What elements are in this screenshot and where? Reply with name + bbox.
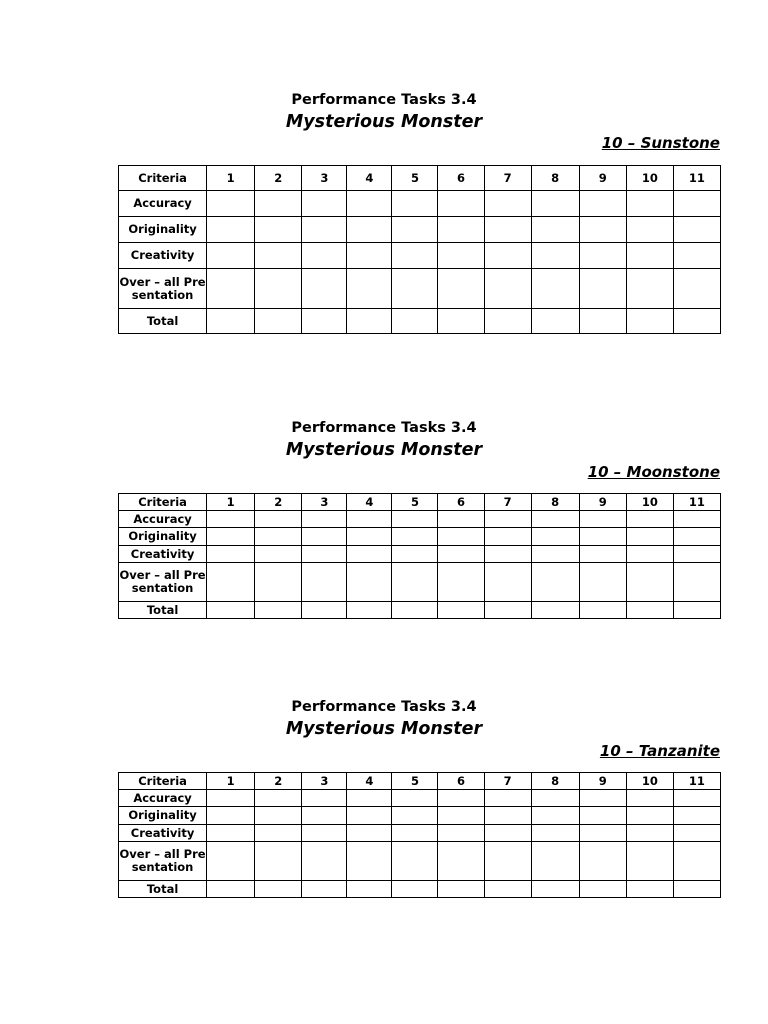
table-header-row	[119, 494, 721, 511]
score-cell[interactable]	[392, 546, 438, 563]
judge-column-header: 4	[347, 494, 392, 511]
score-cell[interactable]	[579, 309, 626, 334]
score-cell[interactable]	[673, 825, 720, 842]
criteria-label: Originality	[119, 528, 207, 546]
score-cell[interactable]	[207, 825, 255, 842]
judge-column-header: 9	[579, 494, 626, 511]
score-cell[interactable]	[255, 191, 302, 217]
judge-column-header: 7	[484, 494, 531, 511]
criteria-header: Criteria	[119, 773, 207, 790]
criteria-label: Accuracy	[119, 511, 207, 528]
score-cell[interactable]	[347, 511, 392, 528]
score-cell[interactable]	[438, 511, 484, 528]
score-cell[interactable]	[484, 528, 531, 546]
score-cell[interactable]	[438, 217, 484, 243]
score-cell[interactable]	[484, 602, 531, 619]
table-row	[119, 269, 721, 309]
score-cell[interactable]	[207, 602, 255, 619]
judge-column-header: 6	[438, 773, 484, 790]
form-subtitle: Mysterious Monster	[285, 440, 483, 460]
score-cell[interactable]	[484, 191, 531, 217]
score-cell[interactable]	[255, 790, 302, 807]
judge-column-header: 3	[302, 166, 347, 191]
criteria-label: Originality	[119, 807, 207, 825]
judge-column-header: 4	[347, 166, 392, 191]
score-cell[interactable]	[302, 842, 347, 881]
score-cell[interactable]	[207, 563, 255, 602]
score-cell[interactable]	[207, 842, 255, 881]
score-cell[interactable]	[207, 243, 255, 269]
form-subtitle: Mysterious Monster	[285, 719, 483, 739]
score-cell[interactable]	[626, 243, 673, 269]
criteria-label: Originality	[119, 217, 207, 243]
score-cell[interactable]	[392, 528, 438, 546]
score-cell[interactable]	[626, 881, 673, 898]
criteria-label: Creativity	[119, 825, 207, 842]
score-cell[interactable]	[302, 807, 347, 825]
table-row	[119, 790, 721, 807]
score-cell[interactable]	[302, 563, 347, 602]
score-cell[interactable]	[207, 217, 255, 243]
score-cell[interactable]	[392, 309, 438, 334]
score-cell[interactable]	[484, 807, 531, 825]
judge-column-header: 10	[626, 494, 673, 511]
score-cell[interactable]	[438, 807, 484, 825]
score-cell[interactable]	[438, 602, 484, 619]
criteria-header: Criteria	[119, 494, 207, 511]
score-cell[interactable]	[531, 511, 579, 528]
criteria-label: Total	[119, 309, 207, 334]
score-cell[interactable]	[302, 217, 347, 243]
score-cell[interactable]	[347, 217, 392, 243]
table-row	[119, 881, 721, 898]
score-cell[interactable]	[207, 790, 255, 807]
class-section-label: 10 – Tanzanite	[599, 742, 720, 760]
table-row	[119, 825, 721, 842]
judge-column-header: 10	[626, 773, 673, 790]
score-cell[interactable]	[626, 191, 673, 217]
form-title: Performance Tasks 3.4	[291, 699, 477, 715]
judge-column-header: 1	[207, 773, 255, 790]
score-cell[interactable]	[673, 563, 720, 602]
score-cell[interactable]	[626, 546, 673, 563]
score-cell[interactable]	[484, 243, 531, 269]
judge-column-header: 7	[484, 773, 531, 790]
score-cell[interactable]	[626, 790, 673, 807]
score-cell[interactable]	[207, 807, 255, 825]
table-row	[119, 842, 721, 881]
score-cell[interactable]	[347, 563, 392, 602]
score-cell[interactable]	[255, 602, 302, 619]
score-cell[interactable]	[673, 191, 720, 217]
score-cell[interactable]	[531, 842, 579, 881]
score-cell[interactable]	[673, 807, 720, 825]
score-cell[interactable]	[255, 511, 302, 528]
score-cell[interactable]	[579, 842, 626, 881]
score-cell[interactable]	[207, 546, 255, 563]
judge-column-header: 8	[531, 773, 579, 790]
scoring-table	[118, 165, 721, 334]
score-cell[interactable]	[531, 243, 579, 269]
score-cell[interactable]	[302, 825, 347, 842]
score-cell[interactable]	[438, 528, 484, 546]
score-cell[interactable]	[392, 825, 438, 842]
score-cell[interactable]	[579, 243, 626, 269]
score-cell[interactable]	[438, 842, 484, 881]
score-cell[interactable]	[626, 842, 673, 881]
judge-column-header: 3	[302, 773, 347, 790]
score-cell[interactable]	[255, 842, 302, 881]
score-cell[interactable]	[438, 191, 484, 217]
score-cell[interactable]	[207, 528, 255, 546]
score-cell[interactable]	[673, 243, 720, 269]
criteria-label: Over – all Presentation	[119, 269, 207, 309]
score-cell[interactable]	[531, 881, 579, 898]
score-cell[interactable]	[531, 602, 579, 619]
score-cell[interactable]	[302, 528, 347, 546]
score-cell[interactable]	[255, 217, 302, 243]
score-cell[interactable]	[347, 191, 392, 217]
score-cell[interactable]	[673, 790, 720, 807]
score-cell[interactable]	[438, 243, 484, 269]
table-row	[119, 309, 721, 334]
score-cell[interactable]	[484, 309, 531, 334]
score-cell[interactable]	[673, 602, 720, 619]
score-cell[interactable]	[579, 807, 626, 825]
score-cell[interactable]	[531, 217, 579, 243]
score-cell[interactable]	[438, 881, 484, 898]
score-cell[interactable]	[392, 191, 438, 217]
score-cell[interactable]	[392, 790, 438, 807]
score-cell[interactable]	[673, 528, 720, 546]
judge-column-header: 4	[347, 773, 392, 790]
score-cell[interactable]	[347, 807, 392, 825]
scoring-table	[118, 493, 721, 619]
score-cell[interactable]	[392, 807, 438, 825]
score-cell[interactable]	[673, 511, 720, 528]
table-row	[119, 563, 721, 602]
score-cell[interactable]	[484, 825, 531, 842]
score-cell[interactable]	[347, 528, 392, 546]
criteria-header: Criteria	[119, 166, 207, 191]
score-cell[interactable]	[579, 825, 626, 842]
form-title: Performance Tasks 3.4	[291, 420, 477, 436]
score-cell[interactable]	[484, 563, 531, 602]
score-cell[interactable]	[484, 269, 531, 309]
form-subtitle: Mysterious Monster	[285, 112, 483, 132]
score-cell[interactable]	[626, 602, 673, 619]
score-cell[interactable]	[579, 602, 626, 619]
table-row	[119, 807, 721, 825]
score-cell[interactable]	[302, 309, 347, 334]
class-section-label: 10 – Moonstone	[587, 463, 720, 481]
score-cell[interactable]	[438, 825, 484, 842]
score-cell[interactable]	[579, 790, 626, 807]
score-cell[interactable]	[207, 269, 255, 309]
score-cell[interactable]	[531, 807, 579, 825]
score-cell[interactable]	[484, 511, 531, 528]
form-title: Performance Tasks 3.4	[291, 92, 477, 108]
score-cell[interactable]	[438, 790, 484, 807]
score-cell[interactable]	[207, 511, 255, 528]
score-cell[interactable]	[347, 546, 392, 563]
score-cell[interactable]	[626, 217, 673, 243]
judge-column-header: 5	[392, 494, 438, 511]
score-cell[interactable]	[579, 563, 626, 602]
class-section-label: 10 – Sunstone	[601, 134, 720, 152]
score-cell[interactable]	[255, 807, 302, 825]
judge-column-header: 2	[255, 494, 302, 511]
score-cell[interactable]	[392, 217, 438, 243]
score-cell[interactable]	[347, 842, 392, 881]
table-header-row	[119, 773, 721, 790]
score-cell[interactable]	[347, 269, 392, 309]
criteria-label: Total	[119, 602, 207, 619]
score-cell[interactable]	[531, 546, 579, 563]
score-cell[interactable]	[347, 790, 392, 807]
score-cell[interactable]	[302, 881, 347, 898]
criteria-label: Over – all Presentation	[119, 563, 207, 602]
score-cell[interactable]	[392, 269, 438, 309]
score-cell[interactable]	[207, 191, 255, 217]
score-cell[interactable]	[302, 269, 347, 309]
judge-column-header: 3	[302, 494, 347, 511]
criteria-label: Over – all Presentation	[119, 842, 207, 881]
score-cell[interactable]	[626, 309, 673, 334]
score-cell[interactable]	[302, 602, 347, 619]
score-cell[interactable]	[531, 825, 579, 842]
judge-column-header: 1	[207, 166, 255, 191]
score-cell[interactable]	[531, 563, 579, 602]
score-cell[interactable]	[302, 191, 347, 217]
score-cell[interactable]	[484, 217, 531, 243]
score-cell[interactable]	[302, 511, 347, 528]
score-cell[interactable]	[484, 842, 531, 881]
table-row	[119, 511, 721, 528]
score-cell[interactable]	[673, 269, 720, 309]
criteria-label: Creativity	[119, 546, 207, 563]
score-cell[interactable]	[347, 881, 392, 898]
judge-column-header: 10	[626, 166, 673, 191]
score-cell[interactable]	[392, 243, 438, 269]
score-cell[interactable]	[484, 790, 531, 807]
judge-column-header: 8	[531, 494, 579, 511]
criteria-label: Accuracy	[119, 790, 207, 807]
score-cell[interactable]	[438, 269, 484, 309]
score-cell[interactable]	[673, 546, 720, 563]
score-cell[interactable]	[579, 269, 626, 309]
table-row	[119, 546, 721, 563]
score-cell[interactable]	[392, 842, 438, 881]
judge-column-header: 2	[255, 166, 302, 191]
score-cell[interactable]	[673, 309, 720, 334]
table-row	[119, 602, 721, 619]
table-row	[119, 217, 721, 243]
score-cell[interactable]	[484, 546, 531, 563]
scoring-table	[118, 772, 721, 898]
judge-column-header: 6	[438, 166, 484, 191]
score-cell[interactable]	[438, 563, 484, 602]
judge-column-header: 9	[579, 166, 626, 191]
score-cell[interactable]	[579, 881, 626, 898]
score-cell[interactable]	[438, 546, 484, 563]
score-cell[interactable]	[255, 243, 302, 269]
judge-column-header: 11	[673, 166, 720, 191]
score-cell[interactable]	[531, 790, 579, 807]
judge-column-header: 9	[579, 773, 626, 790]
score-cell[interactable]	[347, 309, 392, 334]
score-cell[interactable]	[673, 842, 720, 881]
score-cell[interactable]	[347, 825, 392, 842]
score-cell[interactable]	[531, 528, 579, 546]
score-cell[interactable]	[347, 602, 392, 619]
score-cell[interactable]	[531, 309, 579, 334]
score-cell[interactable]	[626, 511, 673, 528]
judge-column-header: 1	[207, 494, 255, 511]
judge-column-header: 11	[673, 494, 720, 511]
score-cell[interactable]	[392, 602, 438, 619]
criteria-label: Total	[119, 881, 207, 898]
score-cell[interactable]	[347, 243, 392, 269]
score-cell[interactable]	[673, 881, 720, 898]
score-cell[interactable]	[626, 563, 673, 602]
score-cell[interactable]	[626, 807, 673, 825]
judge-column-header: 5	[392, 166, 438, 191]
score-cell[interactable]	[207, 881, 255, 898]
score-cell[interactable]	[626, 269, 673, 309]
score-cell[interactable]	[302, 790, 347, 807]
table-row	[119, 191, 721, 217]
score-cell[interactable]	[255, 825, 302, 842]
score-cell[interactable]	[579, 511, 626, 528]
criteria-label: Accuracy	[119, 191, 207, 217]
score-cell[interactable]	[255, 528, 302, 546]
score-cell[interactable]	[392, 881, 438, 898]
score-cell[interactable]	[255, 309, 302, 334]
score-cell[interactable]	[207, 309, 255, 334]
judge-column-header: 5	[392, 773, 438, 790]
score-cell[interactable]	[302, 546, 347, 563]
score-cell[interactable]	[579, 528, 626, 546]
score-cell[interactable]	[626, 825, 673, 842]
judge-column-header: 7	[484, 166, 531, 191]
criteria-label: Creativity	[119, 243, 207, 269]
score-cell[interactable]	[579, 217, 626, 243]
score-cell[interactable]	[255, 881, 302, 898]
table-row	[119, 243, 721, 269]
score-cell[interactable]	[392, 563, 438, 602]
score-cell[interactable]	[673, 217, 720, 243]
score-cell[interactable]	[438, 309, 484, 334]
score-cell[interactable]	[626, 528, 673, 546]
score-cell[interactable]	[484, 881, 531, 898]
table-row	[119, 528, 721, 546]
judge-column-header: 6	[438, 494, 484, 511]
score-cell[interactable]	[392, 511, 438, 528]
score-cell[interactable]	[579, 546, 626, 563]
score-cell[interactable]	[579, 191, 626, 217]
judge-column-header: 11	[673, 773, 720, 790]
score-cell[interactable]	[255, 546, 302, 563]
score-cell[interactable]	[302, 243, 347, 269]
score-cell[interactable]	[531, 269, 579, 309]
judge-column-header: 2	[255, 773, 302, 790]
table-header-row	[119, 166, 721, 191]
judge-column-header: 8	[531, 166, 579, 191]
score-cell[interactable]	[255, 563, 302, 602]
score-cell[interactable]	[255, 269, 302, 309]
score-cell[interactable]	[531, 191, 579, 217]
